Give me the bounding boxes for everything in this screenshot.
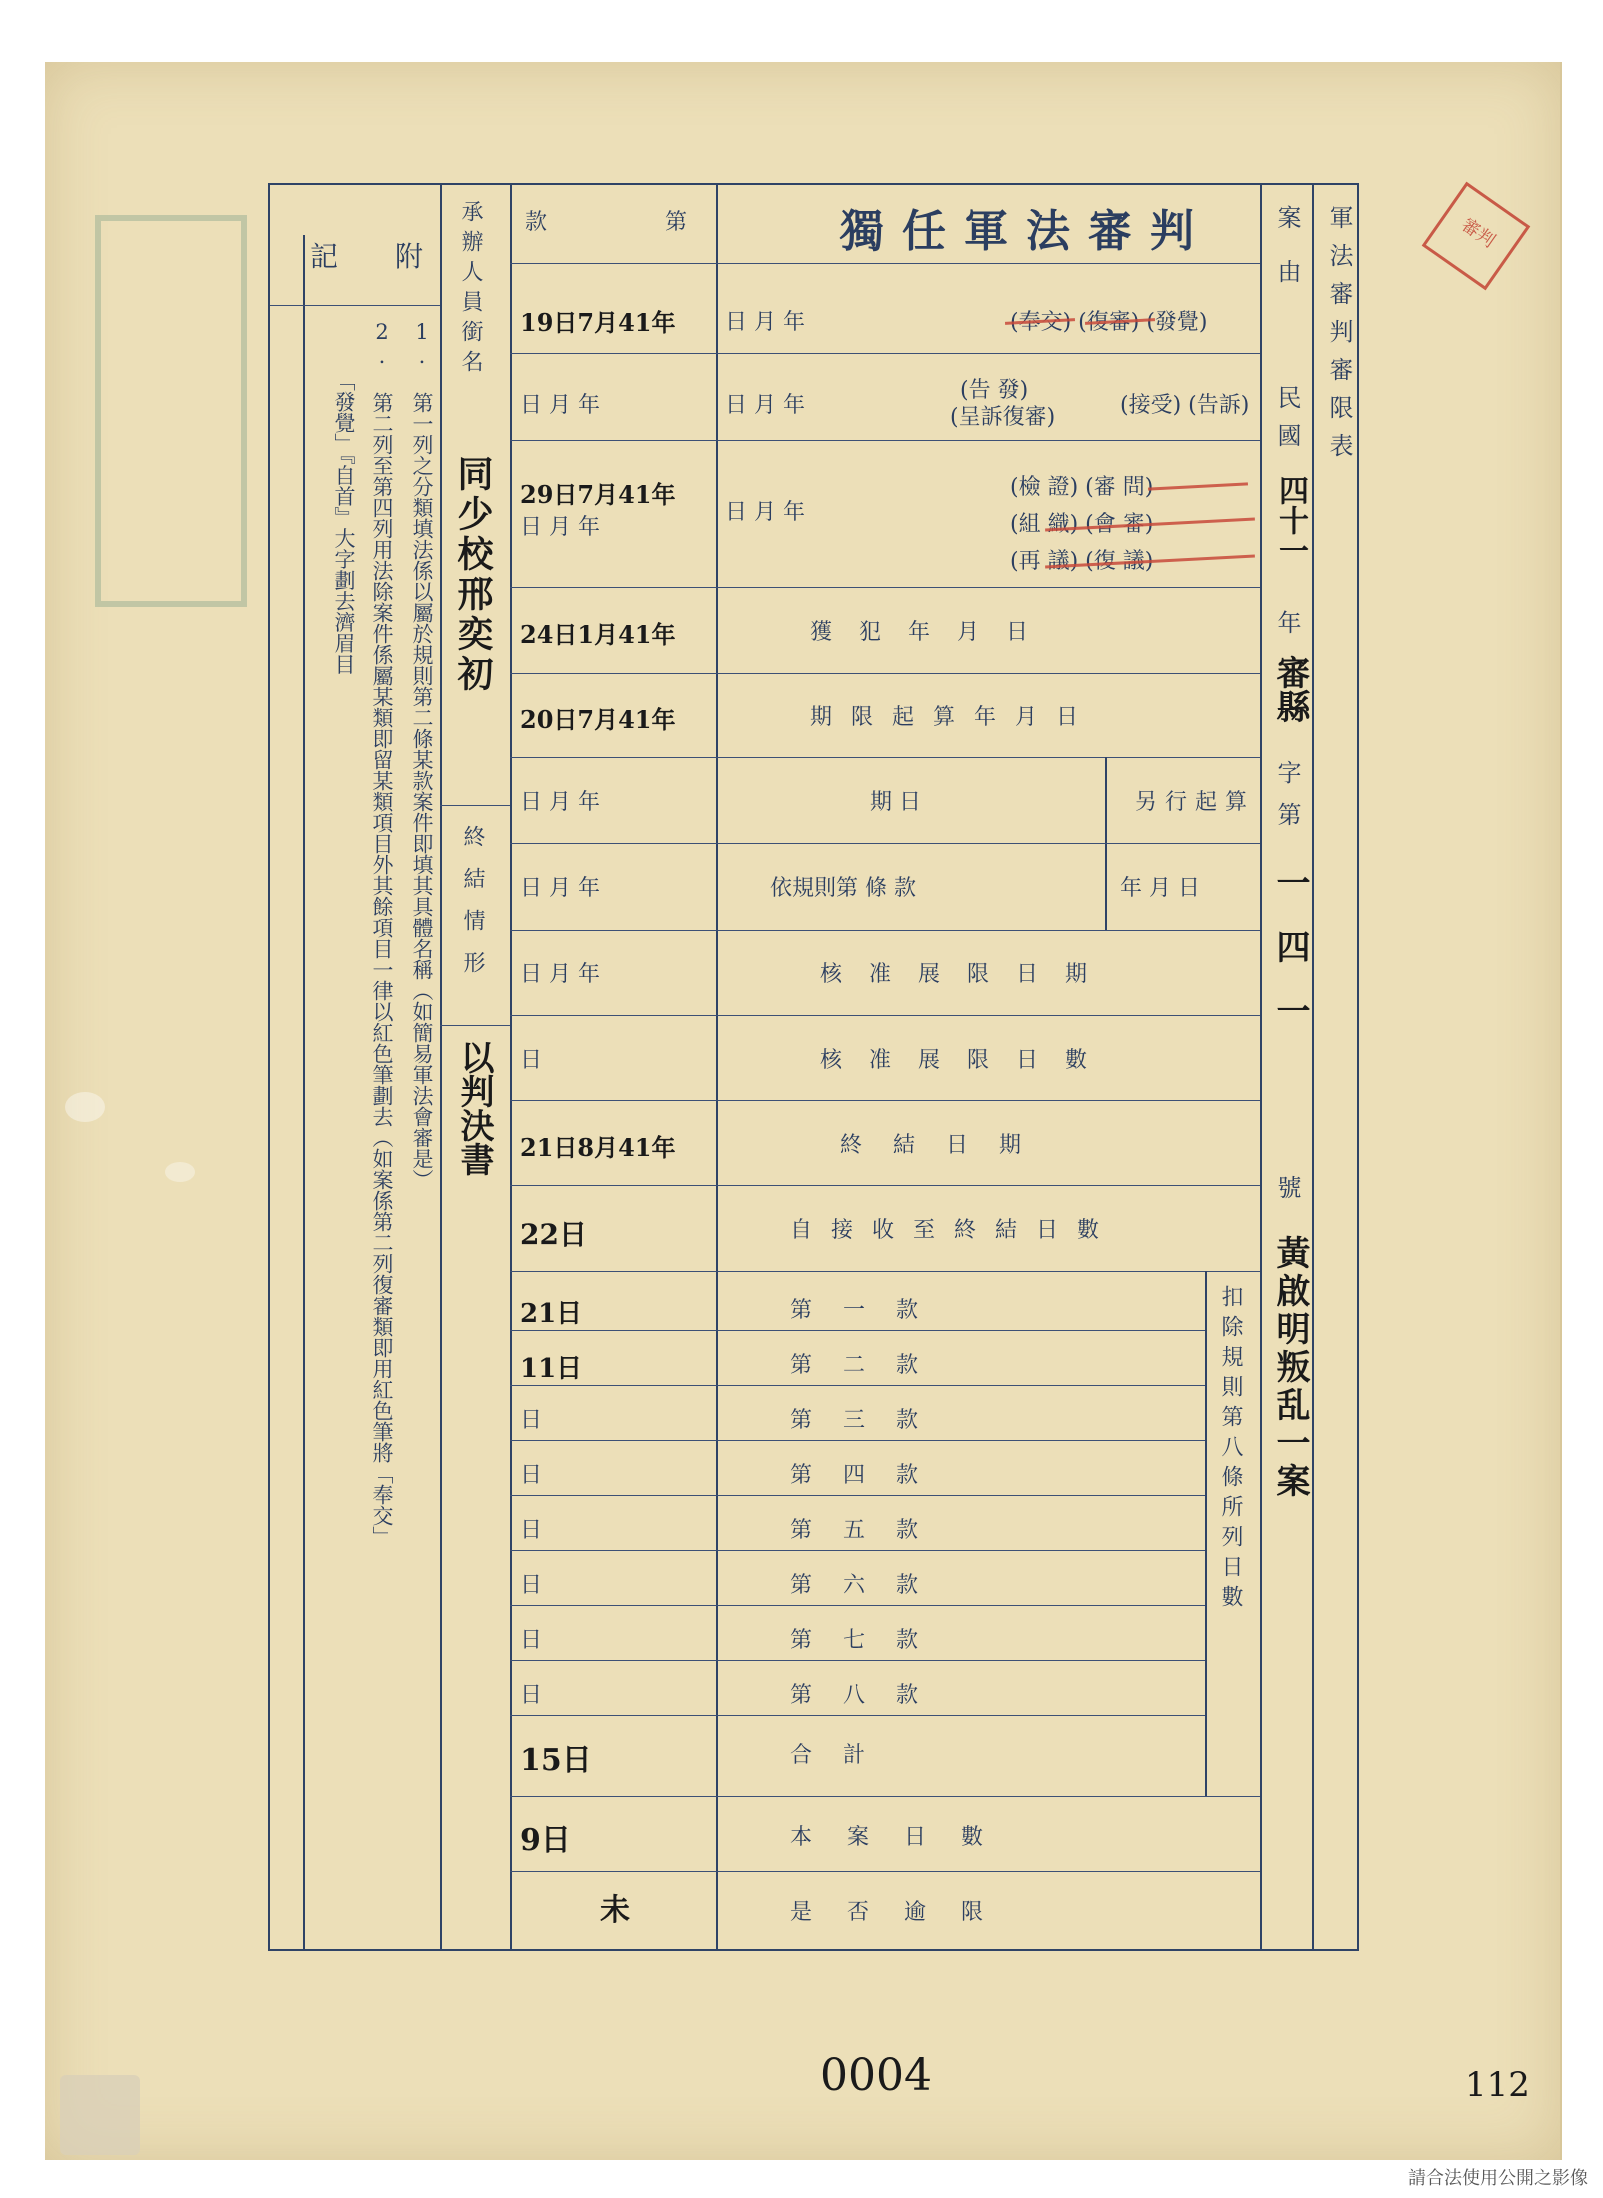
- end-label: 終結情形: [460, 825, 485, 993]
- case-text: 黃啟明叛乱一案: [1270, 1235, 1310, 1501]
- row8-right: 核 准 展 限 日 數: [820, 1048, 1097, 1073]
- case-label: 案由: [1273, 205, 1301, 313]
- row6-left: 日 月 年: [520, 876, 600, 901]
- row0-right: (奉交) (復審) (發覺): [1010, 310, 1208, 335]
- attached-title-right: 記: [310, 240, 339, 273]
- row3-left: 24日1月41年: [520, 620, 676, 649]
- deduct-label: 扣除規則第八條所列日數: [1218, 1285, 1243, 1615]
- deduct-1-text: 第 二 款: [790, 1353, 930, 1378]
- row5-extra: 另行起算: [1135, 790, 1256, 815]
- row8-left: 日: [520, 1048, 543, 1073]
- deduct-7-text: 第 八 款: [790, 1683, 930, 1708]
- deduct-6-left: 日: [520, 1628, 543, 1653]
- attached-note-1: 1. 第一列之分類填法係以屬於規則第二條某款案件即填其具體名稱（如簡易軍法會審是）: [410, 320, 434, 1190]
- row4-right: 期 限 起 算 年 月 日: [810, 705, 1084, 730]
- row2-right-b: (組 織) (會 審): [1010, 512, 1154, 537]
- bottom-1-text: 是 否 逾 限: [790, 1900, 997, 1925]
- row4-left: 20日7月41年: [520, 705, 676, 734]
- header-no: 第: [665, 210, 688, 235]
- bottom-1-left: 未: [600, 1893, 630, 1928]
- end-value: 以判決書: [454, 1040, 494, 1176]
- deduct-3-left: 日: [520, 1463, 543, 1488]
- deduct-2-left: 日: [520, 1408, 543, 1433]
- number-value: 一四一: [1270, 865, 1310, 1057]
- staff-label: 承辦人員銜名: [458, 200, 483, 380]
- year-value: 四十一: [1273, 475, 1308, 565]
- year-suffix: 年: [1273, 610, 1301, 634]
- red-stamp: 審判: [1422, 182, 1531, 291]
- row1-mid: 日 月 年: [725, 393, 805, 418]
- deduct-8-text: 合 計: [790, 1743, 877, 1768]
- row10-right: 自 接 收 至 終 結 日 數: [790, 1218, 1105, 1243]
- trial-deadline-form: [268, 183, 1359, 1951]
- row7-left: 日 月 年: [520, 962, 600, 987]
- row9-right: 終 結 日 期: [840, 1133, 1033, 1158]
- header-item: 款: [525, 210, 548, 235]
- attached-note-2: 2. 第二列至第四列用法除案件係屬某類即留某類項目外其餘項目一律以紅色筆劃去（如案係第二列復審類即用紅色筆將「奉交」: [370, 320, 394, 1547]
- bottom-0-text: 本 案 日 數: [790, 1825, 997, 1850]
- deduct-4-text: 第 五 款: [790, 1518, 930, 1543]
- deduct-0-text: 第 一 款: [790, 1298, 930, 1323]
- word-label: 字第: [1273, 760, 1301, 844]
- row6-extra: 年 月 日: [1120, 876, 1200, 901]
- word-value: 審縣: [1270, 655, 1310, 723]
- attached-note-3: 「發覺」『自首』大字劃去濟眉目: [332, 370, 356, 675]
- deduct-5-text: 第 六 款: [790, 1573, 930, 1598]
- deduct-7-left: 日: [520, 1683, 543, 1708]
- row6-right: 依規則第 條 款: [770, 876, 916, 901]
- deduct-1-left: 11日: [520, 1354, 583, 1384]
- faded-green-stamp: [95, 215, 247, 607]
- row2-left: 29日7月41年: [520, 480, 676, 509]
- deduct-4-left: 日: [520, 1518, 543, 1543]
- row0-mid: 日 月 年: [725, 310, 805, 335]
- deduct-3-text: 第 四 款: [790, 1463, 930, 1488]
- form-title: 獨任軍法審判: [840, 206, 1212, 257]
- number-label: 號: [1273, 1175, 1301, 1199]
- form-name: 軍法審判審限表: [1325, 205, 1353, 471]
- attached-title-left: 附: [395, 240, 424, 273]
- row1-left: 日 月 年: [520, 393, 600, 418]
- bottom-0-left: 9日: [520, 1823, 571, 1858]
- deduct-2-text: 第 三 款: [790, 1408, 930, 1433]
- deduct-6-text: 第 七 款: [790, 1628, 930, 1653]
- row2-mid: 日 月 年: [725, 500, 805, 525]
- usage-footer: 請合法使用公開之影像: [1408, 2168, 1588, 2189]
- row7-right: 核 准 展 限 日 期: [820, 962, 1097, 987]
- row3-right: 獲 犯 年 月 日: [810, 620, 1038, 645]
- row5-right: 期 日: [870, 790, 921, 815]
- row1-right-mid: (告 發): [960, 378, 1029, 403]
- deduct-8-left: 15日: [520, 1743, 592, 1778]
- page-number: 112: [1465, 2065, 1530, 2105]
- row1-right-top: (接受) (告訴): [1120, 393, 1250, 418]
- archive-logo-icon: [60, 2075, 140, 2155]
- year-prefix: 民國: [1273, 385, 1301, 461]
- deduct-0-left: 21日: [520, 1299, 583, 1329]
- row5-left: 日 月 年: [520, 790, 600, 815]
- row10-left: 22日: [520, 1218, 587, 1251]
- row2-right-a: (檢 證) (審 問): [1010, 475, 1154, 500]
- row2-left2: 日 月 年: [520, 515, 600, 540]
- page-code: 0004: [820, 2050, 932, 2101]
- row0-left: 19日7月41年: [520, 308, 676, 337]
- row1-right-bot: (呈訴復審): [950, 405, 1056, 430]
- staff-value: 同少校邢奕初: [452, 455, 494, 695]
- row9-left: 21日8月41年: [520, 1133, 676, 1162]
- row2-right-c: (再 議) (復 議): [1010, 549, 1154, 574]
- deduct-5-left: 日: [520, 1573, 543, 1598]
